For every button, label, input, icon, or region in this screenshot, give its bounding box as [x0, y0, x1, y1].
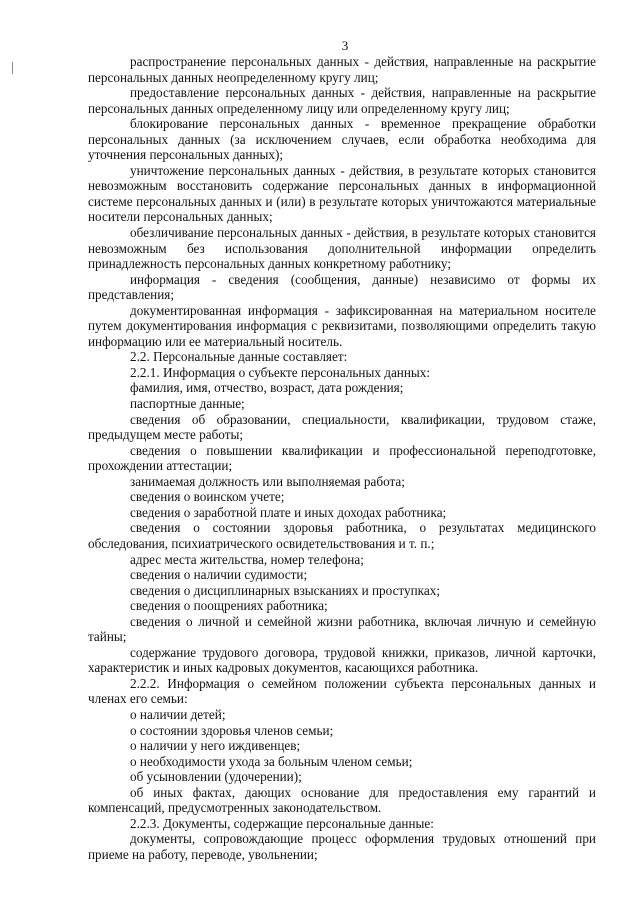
paragraph: о наличии у него иждивенцев; — [130, 738, 301, 754]
paragraph: об иных фактах, дающих основание для предоставления ему гарантий и компенсаций, предусмотренных законодательством. — [88, 784, 596, 816]
paragraph: фамилия, имя, отчество, возраст, дата рождения; — [130, 380, 404, 396]
paragraph: сведения о дисциплинарных взысканиях и проступках; — [130, 582, 440, 598]
paragraph: о наличии детей; — [130, 706, 226, 722]
paragraph: сведения о наличии судимости; — [130, 567, 308, 583]
paragraph: о необходимости ухода за больным членом семьи; — [130, 753, 413, 769]
paragraph: 2.2.2. Информация о семейном положении субъекта персональных данных и членах его семьи: — [88, 675, 596, 707]
paragraph: сведения о повышении квалификации и профессиональной переподготовке, прохождении аттестации; — [88, 442, 596, 474]
paragraph: сведения о личной и семейной жизни работника, включая личную и семейную тайны; — [88, 613, 596, 645]
paragraph: о состоянии здоровья членов семьи; — [130, 722, 334, 738]
paragraph: сведения о воинском учете; — [130, 489, 285, 505]
paragraph: 2.2. Персональные данные составляет: — [130, 349, 348, 365]
paragraph: паспортные данные; — [130, 396, 245, 412]
paragraph: документы, сопровождающие процесс оформления трудовых отношений при приеме на работу, переводе, увольнении; — [88, 831, 596, 862]
page-number: 3 — [341, 38, 349, 53]
paragraph: распространение персональных данных - действия, направленные на раскрытие персональных данных неопределенному кругу лиц; — [88, 54, 596, 85]
paragraph: содержание трудового договора, трудовой книжки, приказов, личной карточки, характеристик и иных кадровых документов, касающихся работника. — [88, 644, 596, 676]
paragraph: обезличивание персональных данных - действия, в результате которых становится невозможным без использования дополнительной информации определить принадлежность персональных данных конкретному работнику; — [88, 225, 596, 272]
paragraph: 2.2.1. Информация о субъекте персональных данных: — [130, 364, 431, 380]
paragraph: сведения о заработной плате и иных доходах работника; — [130, 504, 447, 520]
paragraph: занимаемая должность или выполняемая работа; — [130, 473, 405, 489]
paragraph: предоставление персональных данных - действия, направленные на раскрытие персональных данных определенному лицу или определенному кругу лиц; — [88, 85, 596, 116]
paragraph: сведения о состоянии здоровья работника, о результатах медицинского обследования, психиатрического освидетельствования и т. п.; — [88, 520, 596, 551]
margin-mark — [12, 62, 13, 74]
paragraph: сведения о поощрениях работника; — [130, 598, 328, 614]
paragraph: адрес места жительства, номер телефона; — [130, 551, 364, 567]
paragraph: об усыновлении (удочерении); — [130, 769, 302, 785]
paragraph: 2.2.3. Документы, содержащие персональные данные: — [130, 815, 434, 831]
paragraph: сведения об образовании, специальности, квалификации, трудовом стаже, предыдущем месте работы; — [88, 411, 596, 443]
paragraph: документированная информация - зафиксированная на материальном носителе путем документирования информация с реквизитами, позволяющими определить такую информацию или ее материальный носитель. — [88, 302, 596, 349]
paragraph: уничтожение персональных данных - действия, в результате которых становится невозможным восстановить содержание персональных данных в информационной системе персональных данных и (или) в результате которых уничтожаются материальные носители персональных данных; — [88, 162, 596, 225]
document-body — [88, 54, 596, 862]
paragraph: блокирование персональных данных - временное прекращение обработки персональных данных (за исключением случаев, если обработка необходима для уточнения персональных данных); — [88, 116, 596, 163]
paragraph: информация - сведения (сообщения, данные) независимо от формы их представления; — [88, 271, 596, 303]
